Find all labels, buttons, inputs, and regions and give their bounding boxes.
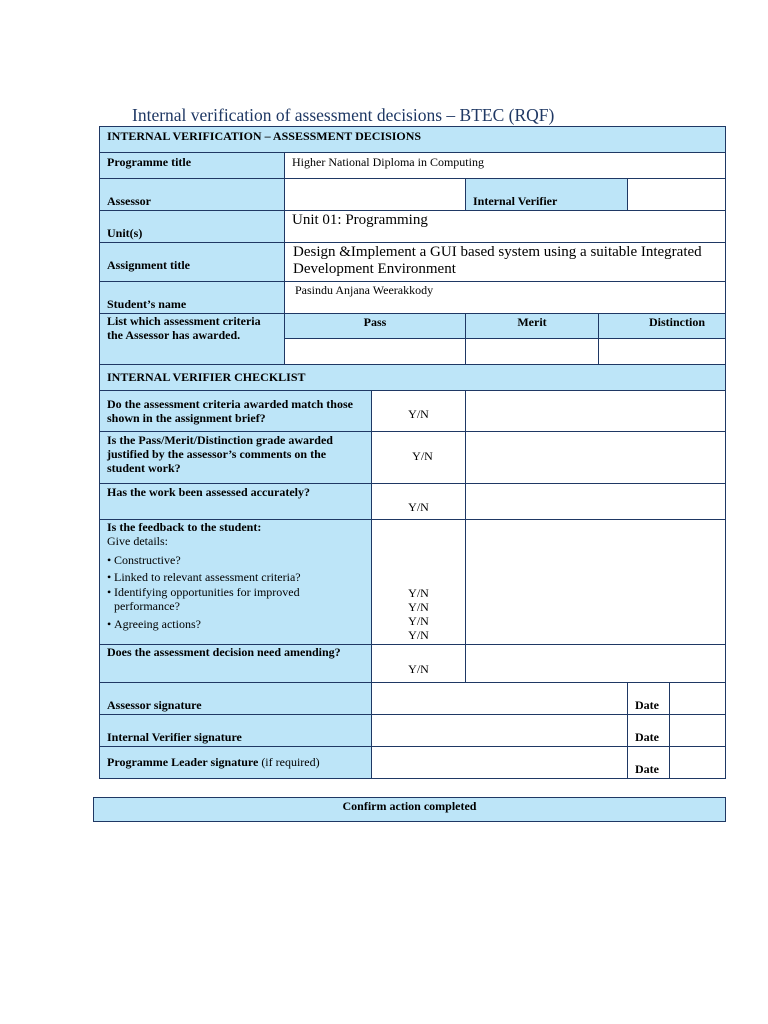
checklist-header: INTERNAL VERIFIER CHECKLIST xyxy=(99,364,726,391)
merit-criteria-field[interactable] xyxy=(465,338,599,365)
assessor-field[interactable] xyxy=(284,178,466,211)
assessor-label: Assessor xyxy=(99,178,285,211)
programme-title-field[interactable]: Higher National Diploma in Computing xyxy=(284,152,726,179)
feedback-question-title: Is the feedback to the student: xyxy=(107,520,262,534)
feedback-item: • Identifying opportunities for improved performance? xyxy=(107,585,364,613)
programme-leader-signature-label xyxy=(99,746,372,779)
yn-assessed-accurately[interactable]: Y/N xyxy=(371,483,466,520)
confirm-action-completed: Confirm action completed xyxy=(93,797,726,822)
distinction-header: Distinction xyxy=(598,313,726,339)
question-feedback xyxy=(99,519,372,645)
programme-title-label: Programme title xyxy=(99,152,285,179)
assignment-title-field[interactable]: Design &Implement a GUI based system using a suitable Integrated Development Environment xyxy=(284,242,726,282)
comment-feedback[interactable] xyxy=(465,519,726,645)
comment-decision-amending[interactable] xyxy=(465,644,726,683)
pass-header: Pass xyxy=(284,313,466,339)
yn-grade-justified[interactable]: Y/N xyxy=(371,431,466,484)
yn-improvement[interactable]: Y/N xyxy=(408,614,429,628)
document-title: Internal verification of assessment decisions – BTEC (RQF) xyxy=(132,105,555,125)
student-name-field[interactable]: Pasindu Anjana Weerakkody xyxy=(284,281,726,314)
distinction-criteria-field[interactable] xyxy=(598,338,726,365)
criteria-label: List which assessment criteria the Assessor has awarded. xyxy=(99,313,285,365)
programme-leader-signature-text: Programme Leader signature xyxy=(107,755,259,769)
internal-verifier-label: Internal Verifier xyxy=(465,178,628,211)
question-decision-amending: Does the assessment decision need amending? xyxy=(99,644,372,683)
feedback-item: • Constructive? xyxy=(107,553,364,567)
iv-signature-label: Internal Verifier signature xyxy=(99,714,372,747)
question-assessed-accurately: Has the work been assessed accurately? xyxy=(99,483,372,520)
iv-signature-field[interactable] xyxy=(371,714,628,747)
feedback-item: • Agreeing actions? xyxy=(107,617,364,631)
feedback-checklist xyxy=(107,553,364,631)
iv-date-label: Date xyxy=(627,714,670,747)
internal-verifier-field[interactable] xyxy=(627,178,726,211)
yn-linked-criteria[interactable]: Y/N xyxy=(408,600,429,614)
assessor-signature-label: Assessor signature xyxy=(99,682,372,715)
iv-date-field[interactable] xyxy=(669,714,726,747)
feedback-item: • Linked to relevant assessment criteria? xyxy=(107,570,364,584)
comment-criteria-match[interactable] xyxy=(465,390,726,432)
comment-assessed-accurately[interactable] xyxy=(465,483,726,520)
programme-leader-date-field[interactable] xyxy=(669,746,726,779)
unit-label: Unit(s) xyxy=(99,210,285,243)
assessor-date-field[interactable] xyxy=(669,682,726,715)
pass-criteria-field[interactable] xyxy=(284,338,466,365)
assessor-date-label: Date xyxy=(627,682,670,715)
question-criteria-match: Do the assessment criteria awarded match those shown in the assignment brief? xyxy=(99,390,372,432)
student-name-label: Student’s name xyxy=(99,281,285,314)
yn-decision-amending[interactable]: Y/N xyxy=(371,644,466,683)
assessor-signature-field[interactable] xyxy=(371,682,628,715)
programme-leader-date-label: Date xyxy=(627,746,670,779)
assignment-title-label: Assignment title xyxy=(99,242,285,282)
merit-header: Merit xyxy=(465,313,599,339)
question-grade-justified: Is the Pass/Merit/Distinction grade awarded justified by the assessor’s comments on the student work? xyxy=(99,431,372,484)
feedback-give-details: Give details: xyxy=(107,534,168,548)
comment-grade-justified[interactable] xyxy=(465,431,726,484)
yn-feedback-group xyxy=(371,519,466,645)
if-required-note: (if required) xyxy=(261,755,320,769)
yn-constructive[interactable]: Y/N xyxy=(408,586,429,600)
programme-leader-signature-field[interactable] xyxy=(371,746,628,779)
form-header: INTERNAL VERIFICATION – ASSESSMENT DECISIONS xyxy=(99,126,726,153)
yn-criteria-match[interactable]: Y/N xyxy=(371,390,466,432)
unit-field[interactable]: Unit 01: Programming xyxy=(284,210,726,243)
yn-agreeing-actions[interactable]: Y/N xyxy=(408,628,429,642)
